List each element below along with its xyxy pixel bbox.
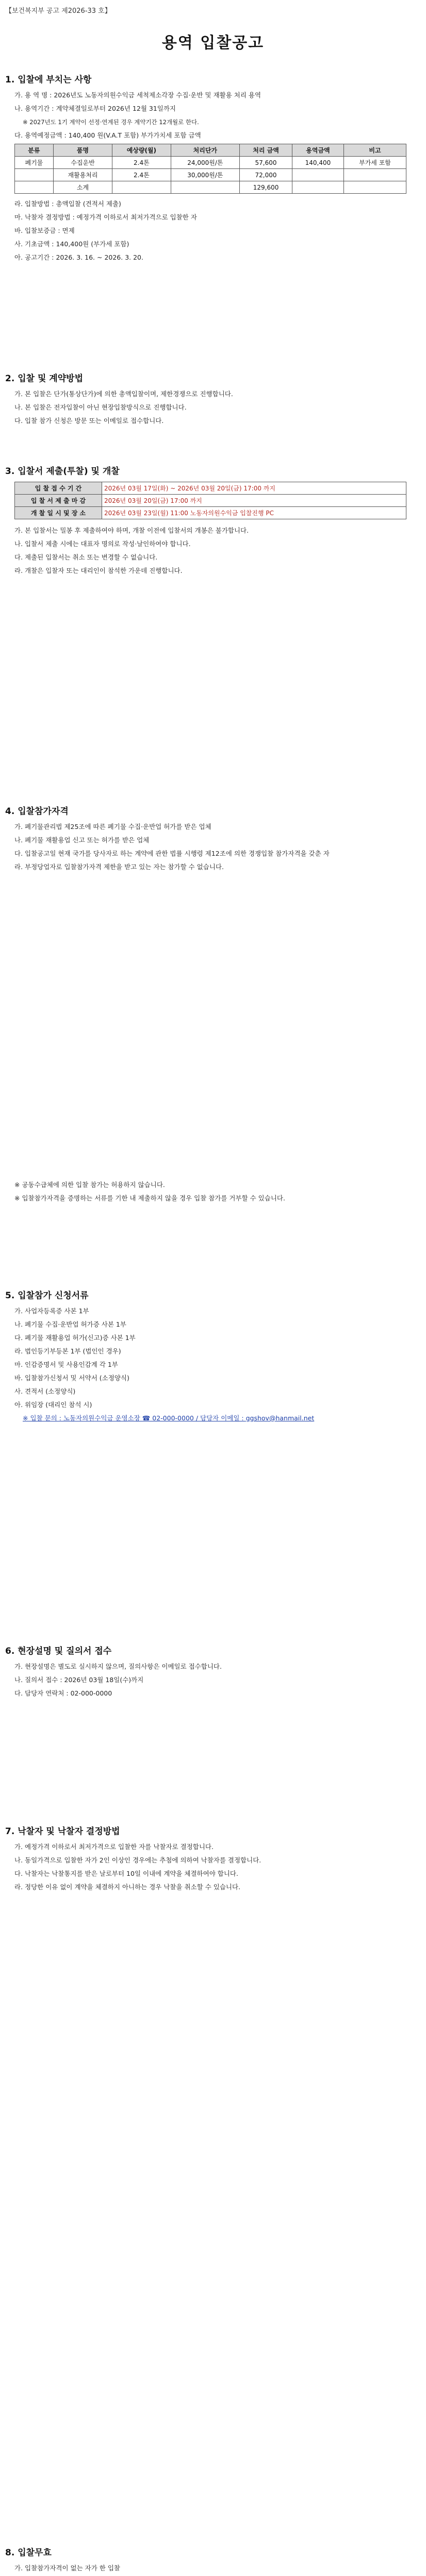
text-line: 바. 입찰보증금 : 면제 <box>14 227 75 234</box>
text-line: 나. 본 입찰은 전자입찰이 아닌 현장입찰방식으로 진행합니다. <box>14 403 187 411</box>
table-cell: 재활용처리 <box>53 169 112 181</box>
table-header: 용역금액 <box>292 144 343 157</box>
section-heading: 5. 입찰참가 신청서류 <box>5 1291 89 1301</box>
text-line: 마. 인감증명서 및 사용인감계 각 1부 <box>14 1361 118 1368</box>
text-line: 나. 입찰서 제출 시에는 대표자 명의로 작성·날인하여야 합니다. <box>14 540 191 548</box>
table-cell: 소계 <box>53 181 112 194</box>
text-line: 다. 폐기물 재활용업 허가(신고)증 사본 1부 <box>14 1334 136 1342</box>
section-heading: 8. 입찰무효 <box>5 2548 52 2558</box>
table-cell <box>292 181 343 194</box>
text-line: 사. 견적서 (소정양식) <box>14 1387 76 1395</box>
text-line: 아. 위임장 (대리인 참석 시) <box>14 1401 92 1409</box>
table-cell: 129,600 <box>240 181 292 194</box>
table-cell <box>171 181 240 194</box>
section-8 <box>5 2545 421 2576</box>
text-line: 나. 폐기물 수집·운반업 허가증 사본 1부 <box>14 1320 126 1328</box>
section-heading: 1. 입찰에 부치는 사항 <box>5 75 92 85</box>
section-heading: 4. 입찰참가자격 <box>5 806 69 817</box>
table-cell: 2026년 03월 20일(금) 17:00 까지 <box>102 495 406 507</box>
text-line: 다. 입찰 참가 신청은 방문 또는 이메일로 접수합니다. <box>14 417 164 425</box>
section-heading: 7. 낙찰자 및 낙찰자 결정방법 <box>5 1826 120 1837</box>
section-5 <box>5 1288 421 1427</box>
text-line: 가. 입찰참가자격이 없는 자가 한 입찰 <box>14 2564 120 2572</box>
table-cell: 2.4톤 <box>112 157 171 169</box>
table-cell <box>292 169 343 181</box>
text-line: 라. 법인등기부등본 1부 (법인인 경우) <box>14 1347 121 1355</box>
section-2 <box>5 371 421 429</box>
text-line: 라. 정당한 이유 없이 계약을 체결하지 아니하는 경우 낙찰을 취소할 수 있습니다. <box>14 1883 241 1891</box>
table-cell <box>15 181 54 194</box>
table-row <box>15 181 406 194</box>
text-line: 라. 부정당업자로 입찰참가자격 제한을 받고 있는 자는 참가할 수 없습니다. <box>14 863 224 871</box>
table-header: 처리단가 <box>171 144 240 157</box>
text-line: 가. 용 역 명 : 2026년도 노동자의원수익금 세척제소각장 수집·운반 및 재활용 처리 용역 <box>14 91 261 99</box>
schedule-table <box>14 482 406 519</box>
text-line: 마. 낙찰자 결정방법 : 예정가격 이하로서 최저가격으로 입찰한 자 <box>14 213 197 221</box>
text-line: 나. 질의서 접수 : 2026년 03월 18일(수)까지 <box>14 1676 144 1684</box>
text-line: 라. 개찰은 입찰자 또는 대리인이 참석한 가운데 진행합니다. <box>14 567 183 574</box>
text-line: 바. 입찰참가신청서 및 서약서 (소정양식) <box>14 1374 129 1382</box>
table-cell: 폐기물 <box>15 157 54 169</box>
table-cell: 수집운반 <box>53 157 112 169</box>
notice-id: 【보건복지부 공고 제2026-33 호】 <box>5 7 111 15</box>
table-cell: 140,400 <box>292 157 343 169</box>
table-cell <box>15 169 54 181</box>
text-line: 가. 본 입찰은 단가(통상단가)에 의한 총액입찰이며, 제한경쟁으로 진행합니다. <box>14 390 233 398</box>
table-cell: 2.4톤 <box>112 169 171 181</box>
table-header: 개 찰 일 시 및 장 소 <box>15 507 102 519</box>
page-title: 용역 입찰공고 <box>161 34 265 52</box>
table-header: 처리 금액 <box>240 144 292 157</box>
text-line: ※ 공동수급체에 의한 입찰 참가는 허용하지 않습니다. <box>14 1181 165 1189</box>
table-header: 비고 <box>344 144 406 157</box>
table-cell: 2026년 03월 23일(월) 11:00 노동자의원수익금 입찰진행 PC <box>102 507 406 519</box>
section-1 <box>5 72 421 266</box>
table-row <box>15 495 406 507</box>
section-heading: 3. 입찰서 제출(투찰) 및 개찰 <box>5 466 120 477</box>
table-cell: 2026년 03월 17일(화) ~ 2026년 03월 20일(금) 17:00 까지 <box>102 482 406 495</box>
text-line: 다. 입찰공고일 현재 국가를 당사자로 하는 계약에 관한 법률 시행령 제12조에 의한 경쟁입찰 참가자격을 갖춘 자 <box>14 850 330 857</box>
text-line: 다. 제출된 입찰서는 취소 또는 변경할 수 없습니다. <box>14 553 158 561</box>
table-cell: 57,600 <box>240 157 292 169</box>
section-4 <box>5 804 421 875</box>
text-line: 다. 담당자 연락처 : 02-000-0000 <box>14 1689 112 1697</box>
table-header: 입 찰 서 제 출 마 감 <box>15 495 102 507</box>
section-heading: 6. 현장설명 및 질의서 접수 <box>5 1646 112 1656</box>
section-7 <box>5 1824 421 1895</box>
text-line: ※ 입찰참가자격을 증명하는 서류를 기한 내 제출하지 않을 경우 입찰 참가를 거부할 수 있습니다. <box>14 1194 285 1202</box>
table-row <box>15 169 406 181</box>
text-line: ※ 2027년도 1기 계약이 선정·연계된 경우 계약기간 12개월로 한다. <box>23 118 199 126</box>
text-line: 나. 용역기간 : 계약체결일로부터 2026년 12월 31일까지 <box>14 105 176 112</box>
text-line: 사. 기초금액 : 140,400원 (부가세 포함) <box>14 240 129 248</box>
text-line: 아. 공고기간 : 2026. 3. 16. ~ 2026. 3. 20. <box>14 253 143 261</box>
text-line: 가. 예정가격 이하로서 최저가격으로 입찰한 자를 낙찰자로 결정합니다. <box>14 1843 214 1851</box>
table-row <box>15 482 406 495</box>
table-header: 품명 <box>53 144 112 157</box>
contact-email-link[interactable]: ※ 입찰 문의 : 노동자의원수익금 운영소장 ☎ 02-000-0000 / 담당자 이메일 : ggshov@hanmail.net <box>23 1414 315 1422</box>
table-cell <box>112 181 171 194</box>
text-line: 가. 현장설명은 별도로 실시하지 않으며, 질의사항은 이메일로 접수합니다. <box>14 1663 222 1670</box>
text-line: 나. 동일가격으로 입찰한 자가 2인 이상인 경우에는 추첨에 의하여 낙찰자를 결정합니다. <box>14 1856 261 1864</box>
table-cell: 부가세 포함 <box>344 157 406 169</box>
table-header: 예상량(월) <box>112 144 171 157</box>
text-line: 가. 본 입찰서는 밀봉 후 제출하여야 하며, 개찰 이전에 입찰서의 개봉은 불가합니다. <box>14 527 249 534</box>
text-line: 다. 용역예정금액 : 140,400 원(V.A.T 포함) 부가가치세 포함 금액 <box>14 131 201 139</box>
text-line: 라. 입찰방법 : 총액입찰 (견적서 제출) <box>14 200 121 208</box>
table-cell: 24,000원/톤 <box>171 157 240 169</box>
table-row <box>15 157 406 169</box>
table-cell <box>344 169 406 181</box>
table-cell: 30,000원/톤 <box>171 169 240 181</box>
bid-table <box>14 144 406 194</box>
section-6 <box>5 1643 421 1702</box>
text-line: 다. 낙찰자는 낙찰통지를 받은 날로부터 10일 이내에 계약을 체결하여야 합니다. <box>14 1870 238 1877</box>
text-line: 가. 폐기물관리법 제25조에 따른 폐기물 수집·운반업 허가를 받은 업체 <box>14 823 211 831</box>
text-line: 가. 사업자등록증 사본 1부 <box>14 1307 89 1315</box>
text-line: 나. 폐기물 재활용업 신고 또는 허가를 받은 업체 <box>14 836 150 844</box>
table-cell <box>344 181 406 194</box>
table-header: 분류 <box>15 144 54 157</box>
section-heading: 2. 입찰 및 계약방법 <box>5 374 83 384</box>
section-3 <box>5 464 421 579</box>
table-row <box>15 507 406 519</box>
section-4-notes <box>5 1180 421 1207</box>
table-cell: 72,000 <box>240 169 292 181</box>
table-header: 입 찰 접 수 기 간 <box>15 482 102 495</box>
